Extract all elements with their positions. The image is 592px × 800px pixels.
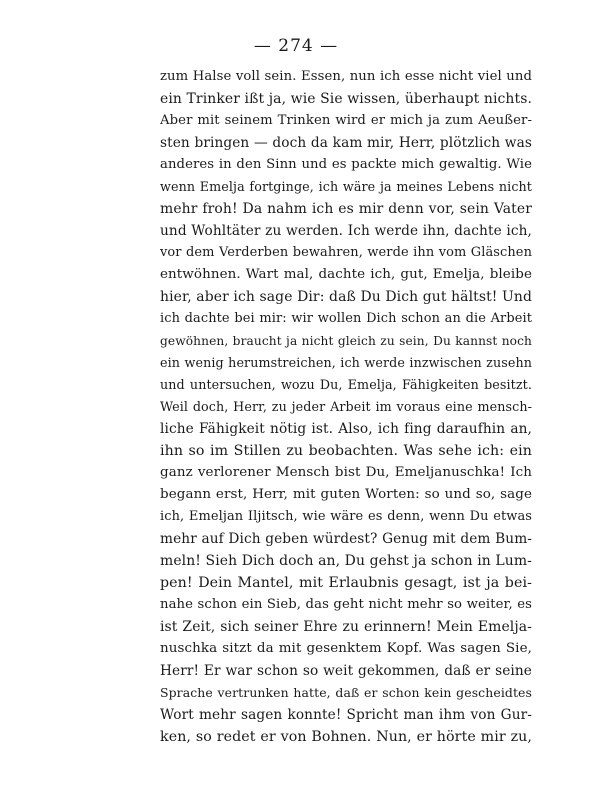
text-line: nuschka sitzt da mit gesenktem Kopf. Was sagen Sie, <box>160 641 532 656</box>
text-line: meln! Sieh Dich doch an, Du gehst ja schon in Lum- <box>160 553 532 569</box>
text-line: ein wenig herumstreichen, ich werde inzwischen zusehn <box>160 355 532 370</box>
text-line: zum Halse voll sein. Essen, nun ich esse nicht viel und <box>160 69 532 84</box>
text-line: nahe schon ein Sieb, das geht nicht mehr so weiter, es <box>160 597 532 612</box>
page-number: — 274 — <box>253 36 339 56</box>
text-line: anderes in den Sinn und es packte mich gewaltig. Wie <box>160 157 532 172</box>
text-line: ich, Emeljan Iljitsch, wie wäre es denn, wenn Du etwas <box>160 509 532 524</box>
text-line: Sprache vertrunken hatte, daß er schon kein gescheidtes <box>160 685 532 700</box>
text-line: Wort mehr sagen konnte! Spricht man ihm von Gur- <box>160 707 532 723</box>
text-line: ken, so redet er von Bohnen. Nun, er hörte mir zu, <box>160 729 532 745</box>
text-line: Herr! Er war schon so weit gekommen, daß er seine <box>160 663 532 679</box>
text-line: Aber mit seinem Trinken wird er mich ja zum Aeußer- <box>160 113 532 128</box>
text-line: ich dachte bei mir: wir wollen Dich schon an die Arbeit <box>160 311 532 326</box>
text-line: ist Zeit, sich seiner Ehre zu erinnern! Mein Emelja- <box>160 619 532 635</box>
text-line: wenn Emelja fortginge, ich wäre ja meines Lebens nicht <box>160 179 532 194</box>
text-line: pen! Dein Mantel, mit Erlaubnis gesagt, ist ja bei- <box>160 575 532 591</box>
text-line: begann erst, Herr, mit guten Worten: so und so, sage <box>160 487 532 502</box>
text-line: ganz verlorener Mensch bist Du, Emeljanuschka! Ich <box>160 465 532 480</box>
text-line: hier, aber ich sage Dir: daß Du Dich gut hältst! Und <box>160 289 532 305</box>
text-line: mehr auf Dich geben würdest? Genug mit dem Bum- <box>160 531 532 547</box>
text-line: ihn so im Stillen zu beobachten. Was sehe ich: ein <box>160 443 532 459</box>
text-line: Weil doch, Herr, zu jeder Arbeit im voraus eine mensch- <box>160 399 532 414</box>
text-line: und untersuchen, wozu Du, Emelja, Fähigkeiten besitzt. <box>160 377 532 392</box>
text-line: ein Trinker ißt ja, wie Sie wissen, überhaupt nichts. <box>160 91 532 107</box>
text-line: entwöhnen. Wart mal, dachte ich, gut, Emelja, bleibe <box>160 267 532 282</box>
text-line: mehr froh! Da nahm ich es mir denn vor, sein Vater <box>160 201 532 217</box>
text-line: gewöhnen, braucht ja nicht gleich zu sein, Du kannst noch <box>160 334 532 348</box>
body-text <box>160 66 532 748</box>
text-line: vor dem Verderben bewahren, werde ihn vom Gläschen <box>160 245 532 260</box>
text-line: liche Fähigkeit nötig ist. Also, ich fing daraufhin an, <box>160 421 532 437</box>
text-line: sten bringen — doch da kam mir, Herr, plötzlich was <box>160 135 532 151</box>
text-line: und Wohltäter zu werden. Ich werde ihn, dachte ich, <box>160 223 532 239</box>
